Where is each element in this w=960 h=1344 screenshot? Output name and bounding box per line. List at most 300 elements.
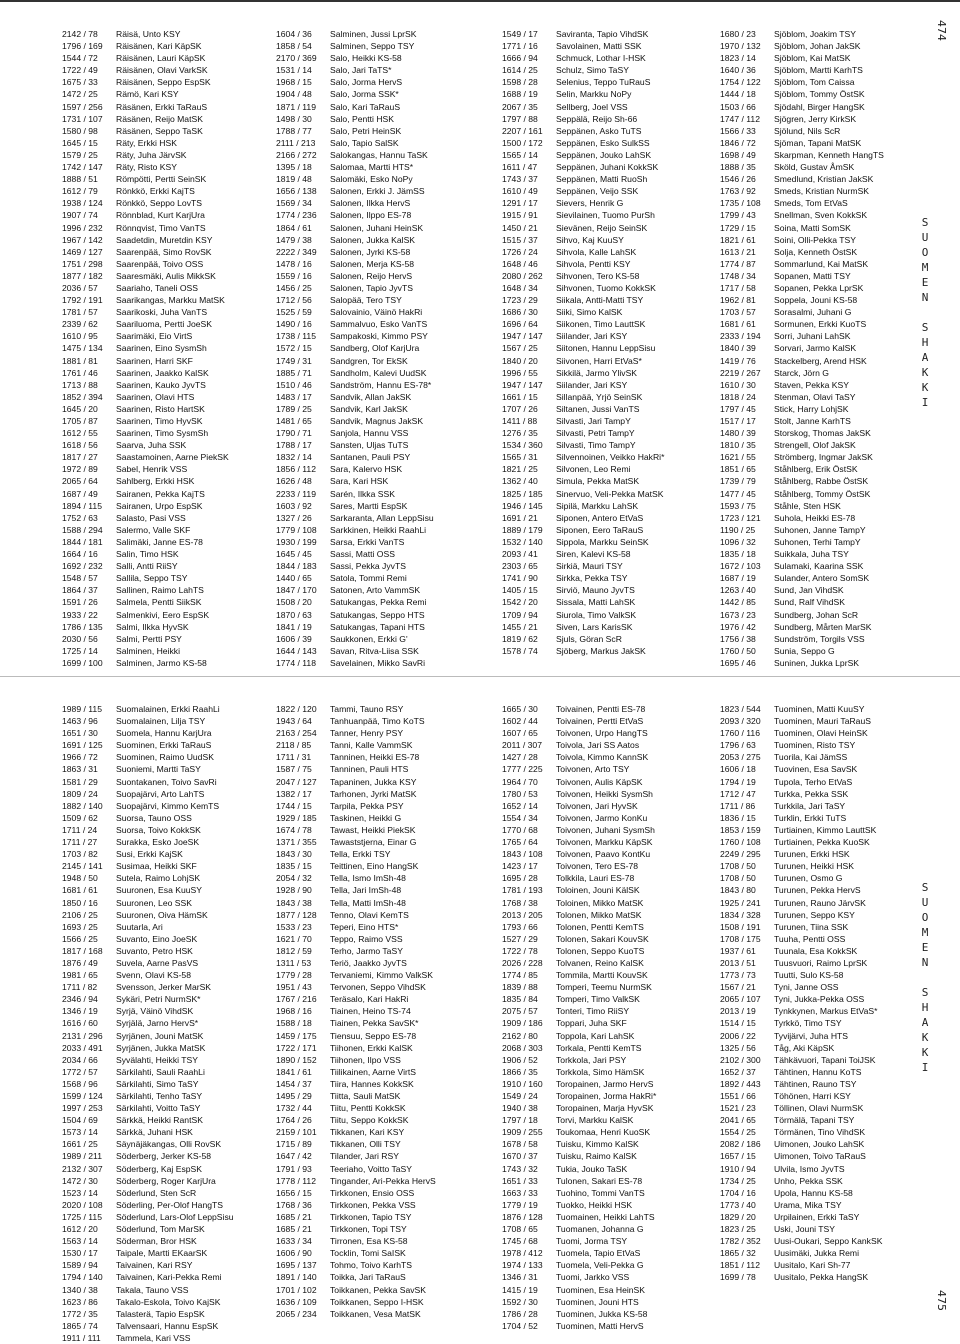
ranking-row [502, 1054, 712, 1066]
rating-games: 2093 / 41 [502, 549, 538, 560]
ranking-row [720, 848, 930, 860]
player-name-club: Toivonen, Tero ES-78 [556, 861, 639, 872]
ranking-row [276, 957, 486, 969]
rating-games: 1645 / 20 [62, 403, 98, 414]
ranking-column [276, 28, 486, 669]
rating-games: 1870 / 63 [276, 609, 312, 620]
ranking-row [276, 981, 486, 993]
ranking-row [720, 727, 930, 739]
rating-games: 1841 / 61 [276, 1066, 312, 1077]
player-name-club: Toukomaa, Henri KuoSK [556, 1127, 651, 1138]
rating-games: 1777 / 225 [502, 764, 543, 775]
ranking-row [62, 776, 272, 788]
rating-games: 1325 / 56 [720, 1042, 756, 1053]
side-label-letter: U [921, 896, 929, 909]
ranking-row [62, 921, 272, 933]
rating-games: 1709 / 94 [502, 609, 538, 620]
player-name-club: Tiitu, Seppo KokkSK [330, 1115, 409, 1126]
rating-games: 1688 / 19 [502, 89, 538, 100]
player-name-club: Salonen, Juhani HeinSK [330, 222, 424, 233]
ranking-row [276, 318, 486, 330]
rating-games: 1717 / 58 [720, 282, 756, 293]
player-name-club: Tirronen, Esa KS-58 [330, 1236, 408, 1247]
rating-games: 1704 / 16 [720, 1187, 756, 1198]
player-name-club: Suominen, Raimo UudSK [116, 752, 214, 763]
rating-games: 1841 / 19 [276, 621, 312, 632]
ranking-row [62, 173, 272, 185]
player-name-club: Taivainen, Kari RSY [116, 1260, 193, 1271]
rating-games: 1542 / 20 [502, 597, 538, 608]
player-name-club: Sopanen, Matti TSY [774, 270, 851, 281]
player-name-club: Tella, Matti ImSh-48 [330, 897, 406, 908]
rating-games: 1588 / 294 [62, 524, 103, 535]
player-name-club: Silvennoinen, Veikko HakRi* [556, 452, 665, 463]
ranking-row [502, 596, 712, 608]
rating-games: 1675 / 33 [62, 77, 98, 88]
ranking-row [720, 981, 930, 993]
rating-games: 1780 / 53 [502, 788, 538, 799]
player-name-club: Salonen, Ilppo ES-78 [330, 210, 412, 221]
player-name-club: Särkkä, Juhani HSK [116, 1127, 193, 1138]
ranking-row [720, 1223, 930, 1235]
ranking-row [502, 751, 712, 763]
rating-games: 1711 / 27 [62, 837, 98, 848]
rating-games: 1856 / 112 [276, 464, 316, 475]
player-name-club: Sund, Jan VihdSK [774, 585, 844, 596]
rating-games: 1687 / 19 [720, 573, 756, 584]
ranking-row [62, 427, 272, 439]
ranking-row [276, 703, 486, 715]
rating-games: 2020 / 108 [62, 1199, 103, 1210]
player-name-club: Salokangas, Hannu TaSK [330, 149, 428, 160]
ranking-row [502, 391, 712, 403]
rating-games: 1933 / 22 [62, 609, 98, 620]
ranking-row [720, 258, 930, 270]
ranking-row [276, 715, 486, 727]
player-name-club: Salo, Kari TaRauS [330, 101, 401, 112]
ranking-row [502, 52, 712, 64]
rating-games: 1469 / 127 [62, 246, 103, 257]
player-name-club: Tenno, Olavi KemTS [330, 909, 409, 920]
rating-games: 1864 / 37 [62, 585, 98, 596]
rating-games: 1738 / 115 [276, 331, 316, 342]
ranking-row [720, 330, 930, 342]
ranking-row [276, 1296, 486, 1308]
ranking-row [276, 403, 486, 415]
player-name-club: Tuominen, Risto TSY [774, 740, 856, 751]
ranking-row [720, 860, 930, 872]
ranking-row [276, 1271, 486, 1283]
rating-games: 1644 / 143 [276, 645, 317, 656]
ranking-row [276, 727, 486, 739]
ranking-row [62, 209, 272, 221]
ranking-row [276, 125, 486, 137]
ranking-row [62, 294, 272, 306]
ranking-row [62, 645, 272, 657]
ranking-row [502, 234, 712, 246]
player-name-club: Turunen, Heikki HSK [774, 861, 854, 872]
player-name-club: Tuisku, Kimmo KalSK [556, 1139, 639, 1150]
ranking-row [502, 415, 712, 427]
player-name-club: Sundberg, Mårten MarSK [774, 621, 872, 632]
player-name-club: Salonen, Reijo HervS [330, 270, 413, 281]
ranking-row [502, 1150, 712, 1162]
ranking-row [720, 909, 930, 921]
rating-games: 1696 / 64 [502, 319, 538, 330]
ranking-row [720, 739, 930, 751]
ranking-row [502, 161, 712, 173]
rating-games: 1790 / 71 [276, 428, 312, 439]
ranking-row [276, 40, 486, 52]
ranking-row [720, 884, 930, 896]
rating-games: 1563 / 14 [62, 1236, 98, 1247]
player-name-club: Taskinen, Heikki G [330, 812, 402, 823]
player-name-club: Sallinen, Raimo LahTS [116, 585, 204, 596]
ranking-column [502, 28, 712, 669]
rating-games: 2159 / 101 [276, 1127, 317, 1138]
ranking-row [62, 451, 272, 463]
side-label-letter: O [921, 246, 929, 259]
ranking-row [276, 776, 486, 788]
player-name-club: Siilander, Jari KSY [556, 331, 628, 342]
rating-games: 1819 / 62 [502, 633, 538, 644]
rating-games: 1607 / 65 [502, 728, 538, 739]
rating-games: 1636 / 109 [276, 1296, 317, 1307]
rating-games: 2041 / 65 [720, 1115, 756, 1126]
rating-games: 2132 / 307 [62, 1163, 103, 1174]
player-name-club: Tuomela, Veli-Pekka G [556, 1260, 644, 1271]
ranking-row [62, 1271, 272, 1283]
ranking-row [276, 548, 486, 560]
rating-games: 1672 / 103 [720, 561, 761, 572]
player-name-club: Tukia, Jouko TaSK [556, 1163, 628, 1174]
player-name-club: Seppänen, Veijo SSK [556, 186, 639, 197]
ranking-row [502, 897, 712, 909]
player-name-club: Räisänen, Kari KäpSK [116, 41, 202, 52]
player-name-club: Tuominen, Olavi HeinSK [774, 728, 868, 739]
player-name-club: Tiilikainen, Aarne VirtS [330, 1066, 416, 1077]
ranking-row [276, 391, 486, 403]
rating-games: 1661 / 15 [502, 391, 538, 402]
ranking-row [62, 1308, 272, 1320]
rating-games: 2145 / 141 [62, 861, 103, 872]
player-name-club: Tuokko, Heikki HSK [556, 1199, 633, 1210]
ranking-row [720, 451, 930, 463]
player-name-club: Sahlberg, Erkki HSK [116, 476, 195, 487]
ranking-row [62, 391, 272, 403]
player-name-club: Sievänen, Reijo SeinSK [556, 222, 648, 233]
ranking-row [276, 945, 486, 957]
player-name-club: Suuronen, Leo SSK [116, 897, 192, 908]
ranking-row [276, 1005, 486, 1017]
ranking-row [62, 1296, 272, 1308]
ranking-row [502, 463, 712, 475]
ranking-row [276, 536, 486, 548]
player-name-club: Salopää, Tero TSY [330, 295, 402, 306]
ranking-row [276, 609, 486, 621]
player-name-club: Toivonen, Arto TSY [556, 764, 630, 775]
player-name-club: Schulz, Simo TaSY [556, 65, 629, 76]
player-name-club: Smeds, Tom EtVaS [774, 198, 848, 209]
player-name-club: Sirkiä, Mauri TSY [556, 561, 623, 572]
player-name-club: Talasterä, Tapio EspSK [116, 1308, 205, 1319]
player-name-club: Tuominen, Jukka KS-58 [556, 1308, 648, 1319]
player-name-club: Räisänen, Seppo EspSK [116, 77, 211, 88]
rating-games: 1656 / 138 [276, 186, 317, 197]
player-name-club: Selin, Markku NoPy [556, 89, 632, 100]
rating-games: 1548 / 57 [62, 573, 98, 584]
rating-games: 1832 / 14 [276, 452, 312, 463]
rating-games: 2080 / 262 [502, 270, 543, 281]
player-name-club: Sjöman, Tapani MatSK [774, 137, 862, 148]
rating-games: 1713 / 88 [62, 379, 98, 390]
ranking-row [62, 125, 272, 137]
ranking-row [62, 1017, 272, 1029]
rating-games: 1768 / 36 [276, 1199, 312, 1210]
player-name-club: Tarhonen, Jyrki MatSK [330, 788, 417, 799]
ranking-row [62, 621, 272, 633]
player-name-club: Saarinen, Olavi HTS [116, 391, 195, 402]
rating-games: 1678 / 58 [502, 1139, 538, 1150]
rating-games: 1793 / 66 [502, 921, 538, 932]
player-name-club: Tapaninen, Jukka KSY [330, 776, 417, 787]
rating-games: 1821 / 61 [720, 234, 756, 245]
ranking-row [62, 463, 272, 475]
player-name-club: Taipale, Martti EKaarSK [116, 1248, 208, 1259]
player-name-club: Sallila, Seppo TSY [116, 573, 188, 584]
ranking-row [62, 800, 272, 812]
player-name-club: Rönnqvist, Timo VanTS [116, 222, 206, 233]
rating-games: 1948 / 50 [62, 873, 98, 884]
player-name-club: Tåg, Aki KäpSK [774, 1042, 835, 1053]
rating-games: 1698 / 49 [720, 149, 756, 160]
player-name-club: Tuorila, Kai JämSS [774, 752, 848, 763]
ranking-row [720, 222, 930, 234]
player-name-club: Syrjälä, Jarno HervS* [116, 1018, 199, 1029]
ranking-row [62, 1211, 272, 1223]
rating-games: 1799 / 43 [720, 210, 756, 221]
ranking-row [62, 860, 272, 872]
player-name-club: Sulander, Antero SomSK [774, 573, 870, 584]
ranking-row [62, 258, 272, 270]
ranking-row [502, 715, 712, 727]
ranking-row [276, 872, 486, 884]
ranking-row [502, 1320, 712, 1332]
player-name-club: Sampakoski, Kimmo PSY [330, 331, 428, 342]
ranking-row [502, 173, 712, 185]
player-name-club: Söderberg, Kaj EspSK [116, 1163, 202, 1174]
ranking-row [720, 969, 930, 981]
ranking-row [720, 367, 930, 379]
rating-games: 1645 / 45 [276, 549, 312, 560]
rating-games: 1691 / 21 [502, 512, 538, 523]
player-name-club: Tuisku, Raimo KalSK [556, 1151, 637, 1162]
ranking-row [276, 282, 486, 294]
rating-games: 2163 / 254 [276, 728, 317, 739]
ranking-row [276, 342, 486, 354]
ranking-row [276, 800, 486, 812]
player-name-club: Salo, Pentti HSK [330, 113, 395, 124]
ranking-row [502, 812, 712, 824]
ranking-row [502, 981, 712, 993]
rating-games: 1744 / 15 [276, 800, 312, 811]
ranking-row [502, 113, 712, 125]
rating-games: 1500 / 172 [502, 137, 543, 148]
rating-games: 1851 / 112 [720, 1260, 760, 1271]
player-name-club: Tirkkonen, Ensio OSS [330, 1187, 415, 1198]
ranking-row [62, 488, 272, 500]
ranking-row [276, 113, 486, 125]
ranking-row [276, 76, 486, 88]
ranking-row [62, 234, 272, 246]
rating-games: 1703 / 82 [62, 849, 98, 860]
player-name-club: Tawaststjerna, Einar G [330, 837, 417, 848]
player-name-club: Tuuha, Pentti OSS [774, 933, 846, 944]
ranking-row [276, 836, 486, 848]
rating-games: 1863 / 31 [62, 764, 98, 775]
ranking-row [276, 1308, 486, 1320]
ranking-row [502, 788, 712, 800]
rating-games: 1910 / 94 [720, 1163, 756, 1174]
ranking-row [720, 897, 930, 909]
rating-games: 1444 / 18 [720, 89, 756, 100]
rating-games: 1865 / 74 [62, 1320, 98, 1331]
rating-games: 1664 / 16 [62, 549, 98, 560]
player-name-club: Saariaho, Taneli OSS [116, 282, 199, 293]
player-name-club: Räsänen, Seppo TaSK [116, 125, 203, 136]
rating-games: 1565 / 14 [502, 149, 538, 160]
ranking-row [720, 463, 930, 475]
rating-games: 1670 / 37 [502, 1151, 538, 1162]
ranking-row [720, 1030, 930, 1042]
ranking-column [276, 703, 486, 1344]
rating-games: 1909 / 186 [502, 1018, 543, 1029]
ranking-row [502, 1078, 712, 1090]
ranking-row [62, 836, 272, 848]
rating-games: 1699 / 78 [720, 1272, 756, 1283]
rating-games: 2333 / 194 [720, 331, 761, 342]
side-label-letter: H [921, 336, 929, 349]
rating-games: 1578 / 74 [502, 645, 538, 656]
rating-games: 1726 / 24 [502, 246, 538, 257]
rating-games: 1997 / 253 [62, 1103, 103, 1114]
rating-games: 1840 / 39 [720, 343, 756, 354]
ranking-row [62, 848, 272, 860]
player-name-club: Satola, Tommi Remi [330, 573, 407, 584]
ranking-row [502, 1235, 712, 1247]
player-name-club: Tolonen, Sakari KouvSK [556, 933, 649, 944]
ranking-row [502, 28, 712, 40]
ranking-row [62, 197, 272, 209]
player-name-club: Torkala, Pentti KemTS [556, 1042, 642, 1053]
ranking-row [62, 1005, 272, 1017]
ranking-row [62, 751, 272, 763]
player-name-club: Saarenpää, Simo RovSK [116, 246, 212, 257]
player-name-club: Toropainen, Jarmo HervS [556, 1078, 654, 1089]
ranking-row [276, 246, 486, 258]
rating-games: 1648 / 34 [502, 282, 538, 293]
player-name-club: Taivainen, Kari-Pekka Remi [116, 1272, 222, 1283]
rating-games: 1909 / 255 [502, 1127, 543, 1138]
ranking-row [276, 1187, 486, 1199]
player-name-club: Torkkola, Simo HämSK [556, 1066, 645, 1077]
player-name-club: Syvälahti, Heikki TSY [116, 1054, 198, 1065]
ranking-row [276, 415, 486, 427]
ranking-row [502, 1271, 712, 1283]
rating-games: 1597 / 256 [62, 101, 103, 112]
rating-games: 2233 / 119 [276, 488, 316, 499]
ranking-row [276, 367, 486, 379]
ranking-row [502, 209, 712, 221]
ranking-row [502, 524, 712, 536]
player-name-club: Sihvonen, Tuomo KokkSK [556, 282, 656, 293]
ranking-row [276, 993, 486, 1005]
rating-games: 1786 / 28 [502, 1308, 538, 1319]
rating-games: 1463 / 96 [62, 716, 98, 727]
player-name-club: Salo, Petri HeinSK [330, 125, 402, 136]
player-name-club: Salonen, Erkki J. JämSS [330, 186, 425, 197]
ranking-row [276, 897, 486, 909]
player-name-club: Tocklin, Tomi SaISK [330, 1248, 406, 1259]
player-name-club: Siiki, Simo KalSK [556, 307, 623, 318]
ranking-row [502, 258, 712, 270]
rating-games: 2036 / 57 [62, 282, 98, 293]
ranking-row [276, 185, 486, 197]
ranking-column [502, 703, 712, 1344]
ranking-row [502, 1114, 712, 1126]
ranking-row [502, 921, 712, 933]
player-name-club: Svenn, Olavi KS-58 [116, 970, 191, 981]
ranking-row [62, 270, 272, 282]
ranking-row [276, 1114, 486, 1126]
player-name-club: Teperi, Eino HTS* [330, 921, 399, 932]
player-name-club: Sjöblom, Johan JakSK [774, 41, 861, 52]
rating-games: 2082 / 186 [720, 1139, 761, 1150]
rating-games: 1610 / 49 [502, 186, 538, 197]
player-name-club: Suopajärvi, Arto LahTS [116, 788, 205, 799]
side-label-letter: U [921, 231, 929, 244]
player-name-club: Saadetdin, Muretdin KSY [116, 234, 213, 245]
ranking-row [276, 1223, 486, 1235]
ranking-row [502, 776, 712, 788]
player-name-club: Saviranta, Tapio VihdSK [556, 29, 649, 39]
ranking-row [720, 1235, 930, 1247]
player-name-club: Sjöblom, Tommy ÖstSK [774, 89, 865, 100]
player-name-club: Schmuck, Lothar I-HSK [556, 53, 646, 64]
rating-games: 1681 / 61 [720, 319, 756, 330]
player-name-club: Saarinen, Jaakko KalSK [116, 367, 209, 378]
rating-games: 1731 / 107 [62, 113, 103, 124]
rating-games: 2222 / 349 [276, 246, 317, 257]
rating-games: 2111 / 213 [276, 137, 316, 148]
rating-games: 1774 / 236 [276, 210, 317, 221]
side-label-letter: K [921, 381, 929, 394]
ranking-row [276, 621, 486, 633]
player-name-club: Tuominen, Matti KuuSY [774, 704, 865, 714]
ranking-row [720, 1054, 930, 1066]
ranking-row [276, 512, 486, 524]
rating-games: 1645 / 15 [62, 137, 98, 148]
rating-games: 2106 / 25 [62, 909, 98, 920]
ranking-row [276, 572, 486, 584]
ranking-row [720, 52, 930, 64]
rating-games: 1450 / 21 [502, 222, 538, 233]
ranking-row [62, 957, 272, 969]
ranking-row [62, 379, 272, 391]
side-label-letter: H [921, 1001, 929, 1014]
ranking-row [720, 776, 930, 788]
ranking-row [62, 1235, 272, 1247]
